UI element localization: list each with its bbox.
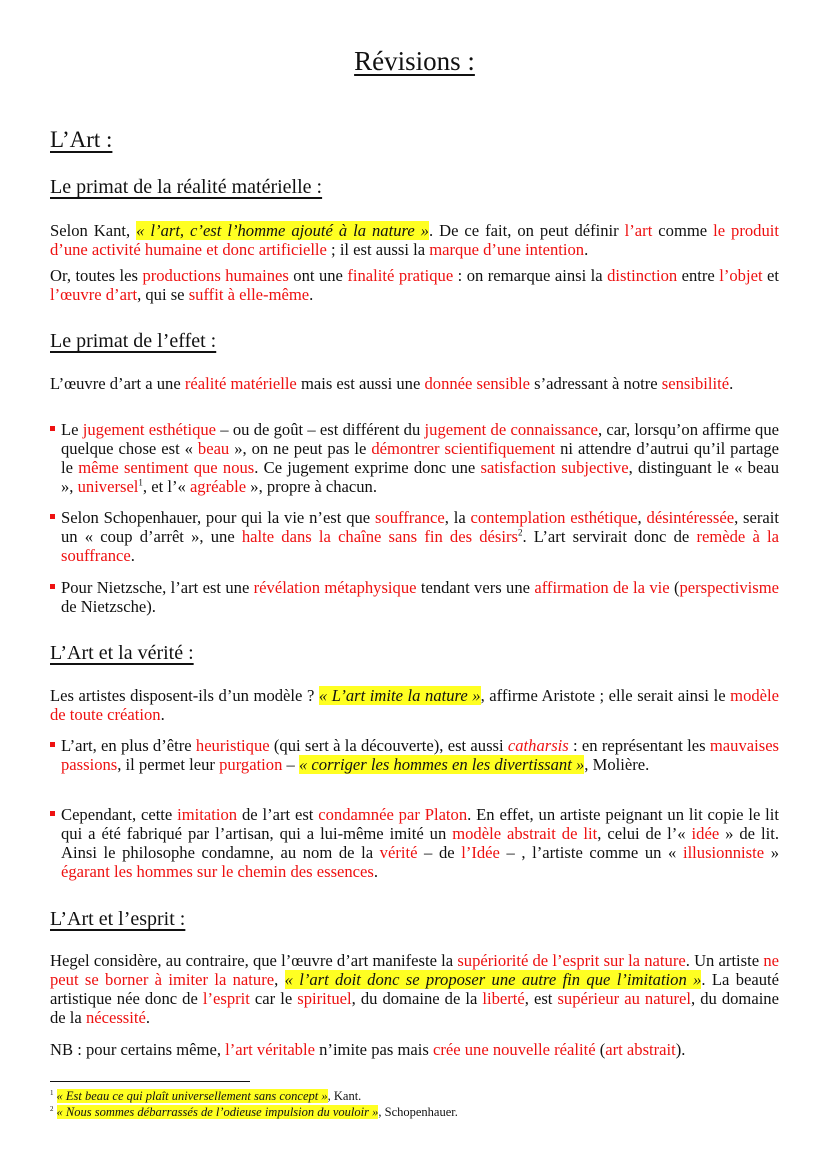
heading-primat-realite: Le primat de la réalité matérielle :: [50, 176, 323, 198]
heading-art-verite: L’Art et la vérité :: [50, 642, 194, 664]
highlighted-quote: « l’art, c’est l’homme ajouté à la nature »: [136, 221, 429, 240]
highlighted-quote: « l’art doit donc se proposer une autre fin que l’imitation »: [284, 970, 702, 989]
bullet-marker: [50, 584, 55, 589]
highlighted-quote: « L’art imite la nature »: [318, 686, 481, 705]
footnote-2: $^2$ « Nous sommes débarrassés de l’odieuse impulsion du vouloir », Schopenhauer.: [50, 1104, 458, 1119]
footnote-separator: [50, 1081, 250, 1082]
heading-art-esprit: L’Art et l’esprit :: [50, 908, 186, 930]
footnote-ref-2: 2: [517, 527, 523, 538]
paragraph-oeuvre: L’œuvre d’art a une réalité matérielle mais est aussi une donnée sensible s’adressant à notre sensibilité.: [50, 374, 734, 393]
bullet-jugement: Le jugement esthétique – ou de goût – est différent du jugement de connaissance, car, lorsqu’on affirme que quelque chose est « beau », on ne peut pas le démontrer scientifiquement ni attendre d’autrui qu’il partage le même sentiment que nous. Ce jugement exprime donc une satisfaction subjective, distinguant le « beau », universel$^1$, et l’« agréable », propre à chacun.: [50, 420, 779, 496]
bullet-marker: [50, 742, 55, 747]
bullet-catharsis: L’art, en plus d’être heuristique (qui sert à la découverte), est aussi catharsis : en représentant les mauvaises passions, il permet leur purgation – « corriger les hommes en les divertissant », Molière.: [50, 736, 779, 774]
paragraph-nb: NB : pour certains même, l’art véritable n’imite pas mais crée une nouvelle réalité (art abstrait).: [50, 1040, 686, 1059]
highlighted-quote: « corriger les hommes en les divertissant »: [298, 755, 585, 774]
bullet-marker: [50, 514, 55, 519]
bullet-nietzsche: Pour Nietzsche, l’art est une révélation métaphysique tendant vers une affirmation de la vie (perspectivisme de Nietzsche).: [50, 578, 779, 616]
footnote-1: $^1$ « Est beau ce qui plaît universellement sans concept », Kant.: [50, 1088, 362, 1103]
page-title: Révisions :: [354, 46, 475, 76]
section-heading-art: L’Art :: [50, 127, 113, 152]
heading-primat-effet: Le primat de l’effet :: [50, 330, 217, 352]
paragraph-hegel: Hegel considère, au contraire, que l’œuvre d’art manifeste la supériorité de l’esprit sur la nature. Un artiste ne peut se borner à imiter la nature, « l’art doit donc se proposer une autre fin que l’imitation ». La beauté artistique née donc de l’esprit car le spirituel, du domaine de la liberté, est supérieur au naturel, du domaine de la nécessité.: [50, 951, 779, 1027]
footnote-ref-1: 1: [138, 477, 143, 488]
bullet-schopenhauer: Selon Schopenhauer, pour qui la vie n’est que souffrance, la contemplation esthétique, désintéressée, serait un « coup d’arrêt », une halte dans la chaîne sans fin des désirs$^2$. L’art servirait donc de remède à la souffrance.: [50, 508, 779, 565]
bullet-marker: [50, 426, 55, 431]
paragraph-kant: Selon Kant, « l’art, c’est l’homme ajouté à la nature ». De ce fait, on peut définir l’art comme le produit d’une activité humaine et donc artificielle ; il est aussi la marque d’une intention.: [50, 221, 779, 259]
paragraph-productions: Or, toutes les productions humaines ont une finalité pratique : on remarque ainsi la distinction entre l’objet et l’œuvre d’art, qui se suffit à elle-même.: [50, 266, 780, 304]
bullet-platon: Cependant, cette imitation de l’art est condamnée par Platon. En effet, un artiste peignant un lit copie le lit qui a été fabriqué par l’artisan, qui a lui-même imité un modèle abstrait de lit, celui de l’« idée » de lit. Ainsi le philosophe condamne, au nom de la vérité – de l’Idée – , l’artiste comme un « illusionniste » égarant les hommes sur le chemin des essences.: [50, 805, 779, 881]
paragraph-aristote: Les artistes disposent-ils d’un modèle ? « L’art imite la nature », affirme Aristote ; elle serait ainsi le modèle de toute création.: [50, 686, 779, 724]
bullet-marker: [50, 811, 55, 816]
